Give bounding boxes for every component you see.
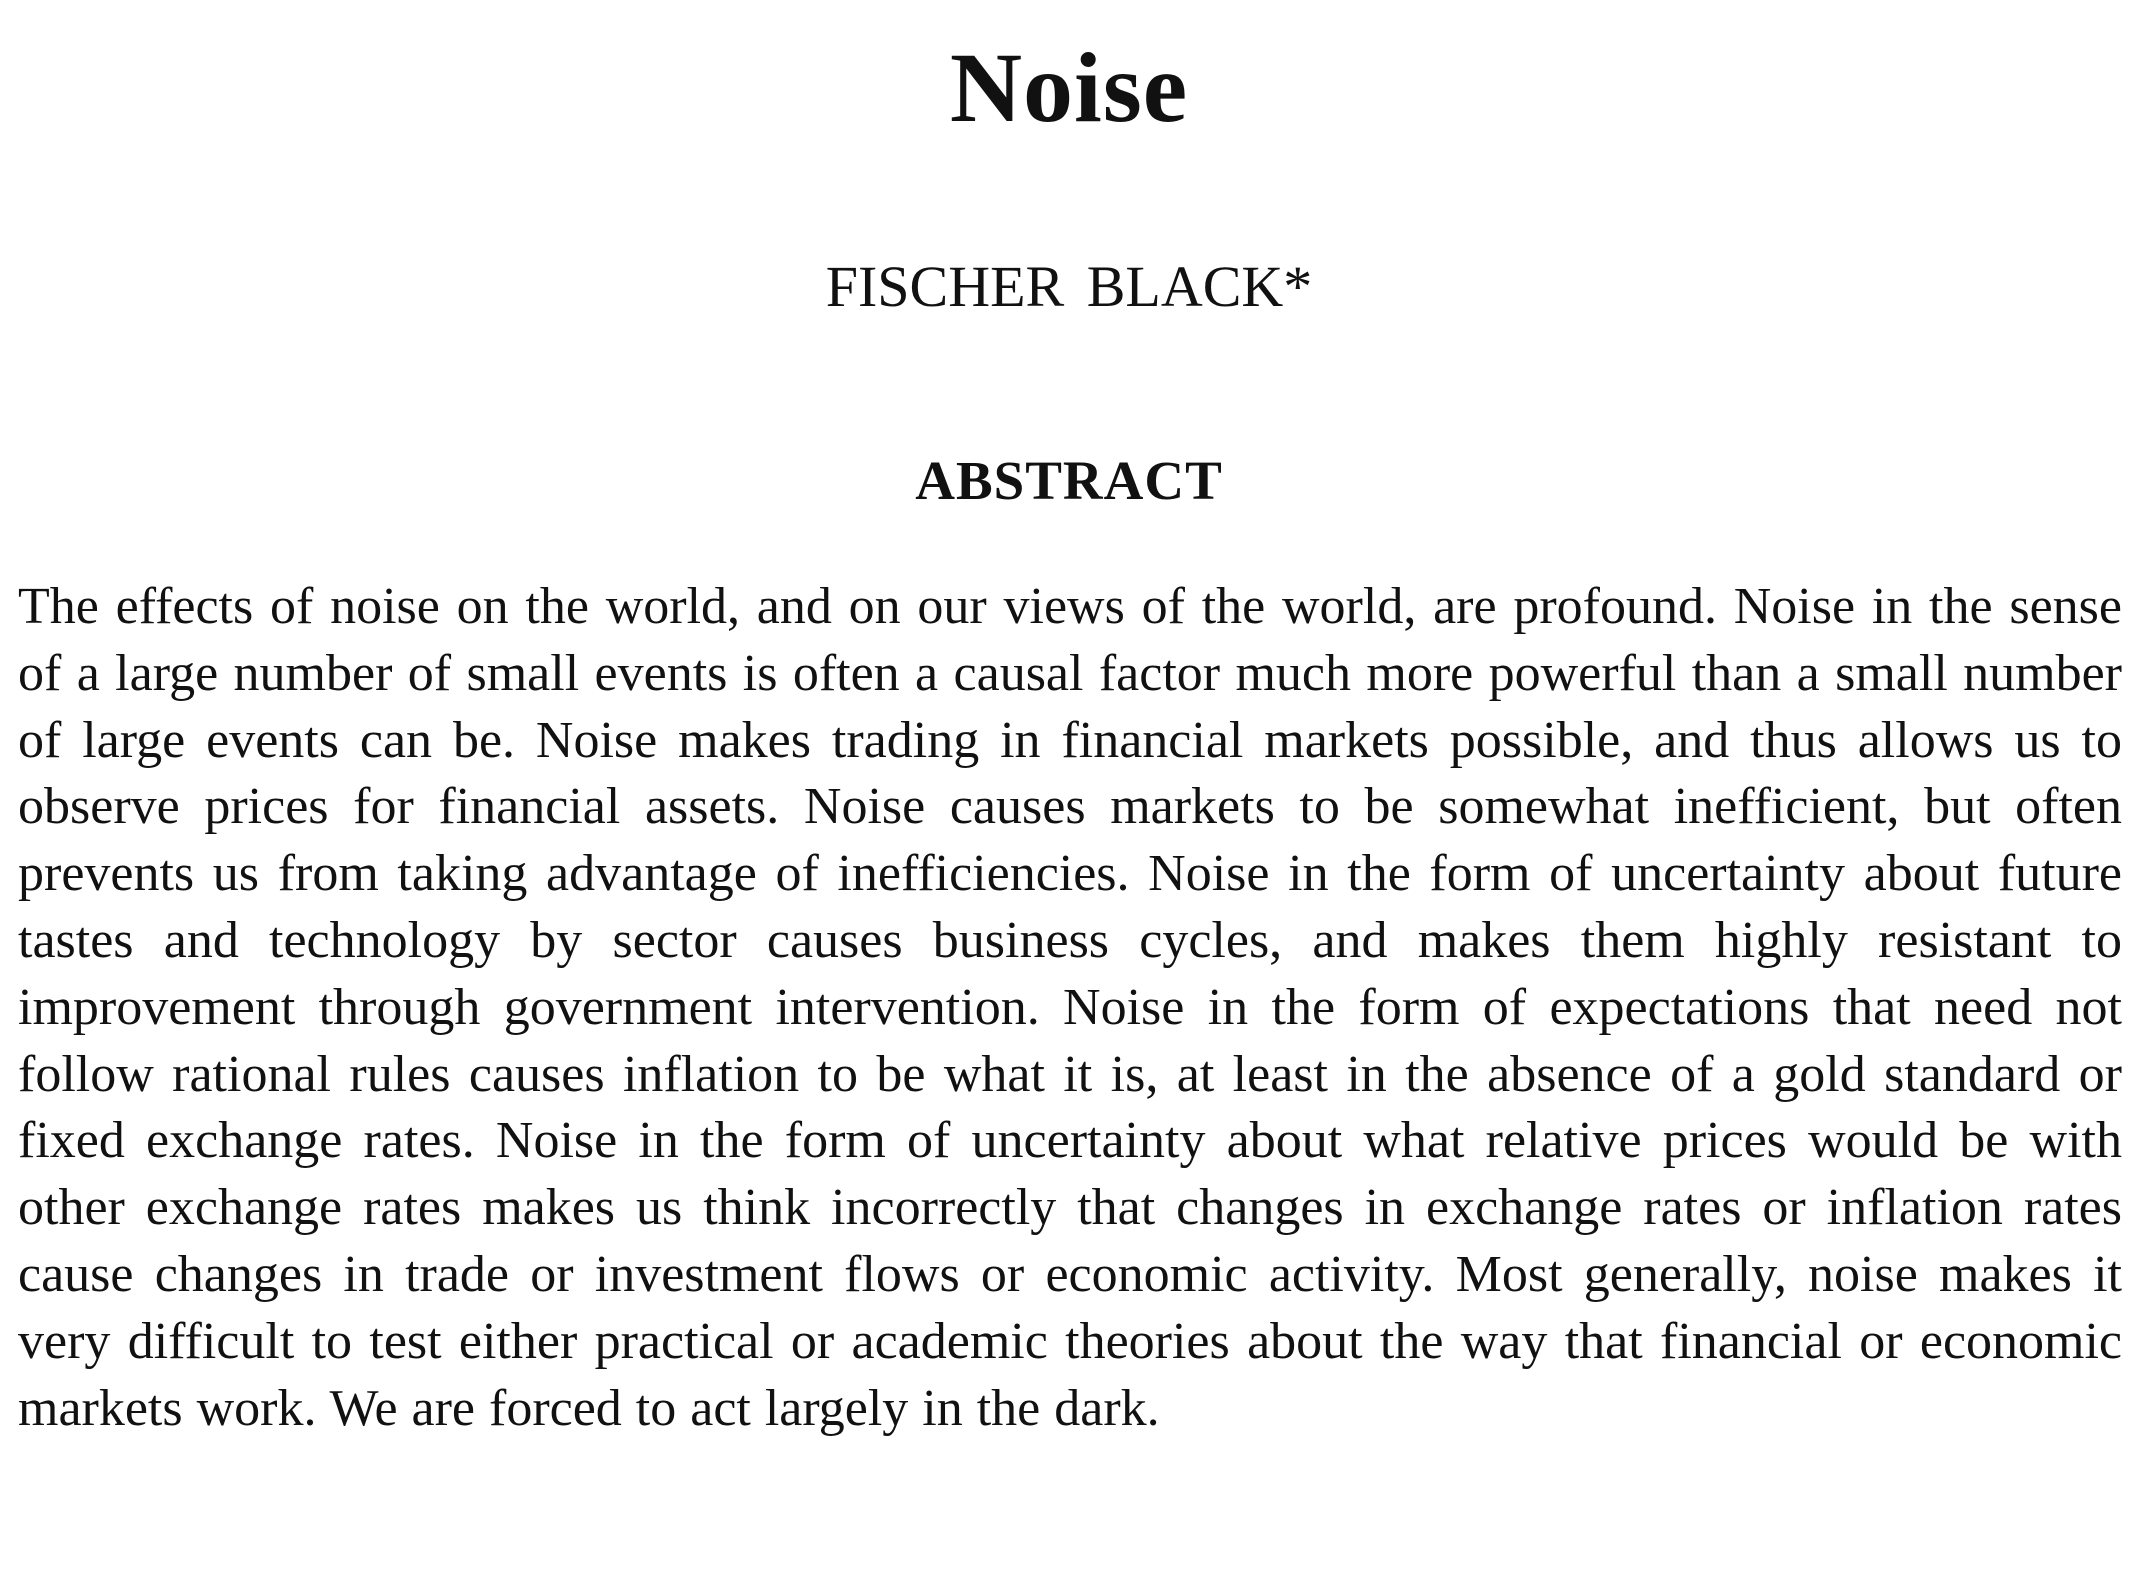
paper-title: Noise xyxy=(949,32,1189,143)
abstract-text: The effects of noise on the world, and on our views of the world, are profound. Noise in the sense of a large number of small events is often a causal factor much more powerful than a small number of large events can be. Noise makes trading in financial markets possible, and thus allows us to observe prices for financial assets. Noise causes markets to be somewhat inefficient, but often prevents us from taking advantage of inefficiencies. Noise in the form of uncertainty about future tastes and technology by sector causes business cycles, and makes them highly resistant to improvement through government intervention. Noise in the form of expectations that need not follow rational rules causes inflation to be what it is, at least in the absence of a gold standard or fixed exchange rates. Noise in the form of uncertainty about what relative prices would be with other exchange rates makes us think incorrectly that changes in exchange rates or inflation rates cause changes in trade or investment flows or economic activity. Most generally, noise makes it very difficult to test either practical or academic theories about the way that financial or economic markets work. We are forced to act largely in the dark. xyxy=(18,578,2122,1437)
abstract-heading: ABSTRACT xyxy=(915,450,1223,511)
author-name: FISCHER BLACK* xyxy=(825,254,1313,319)
